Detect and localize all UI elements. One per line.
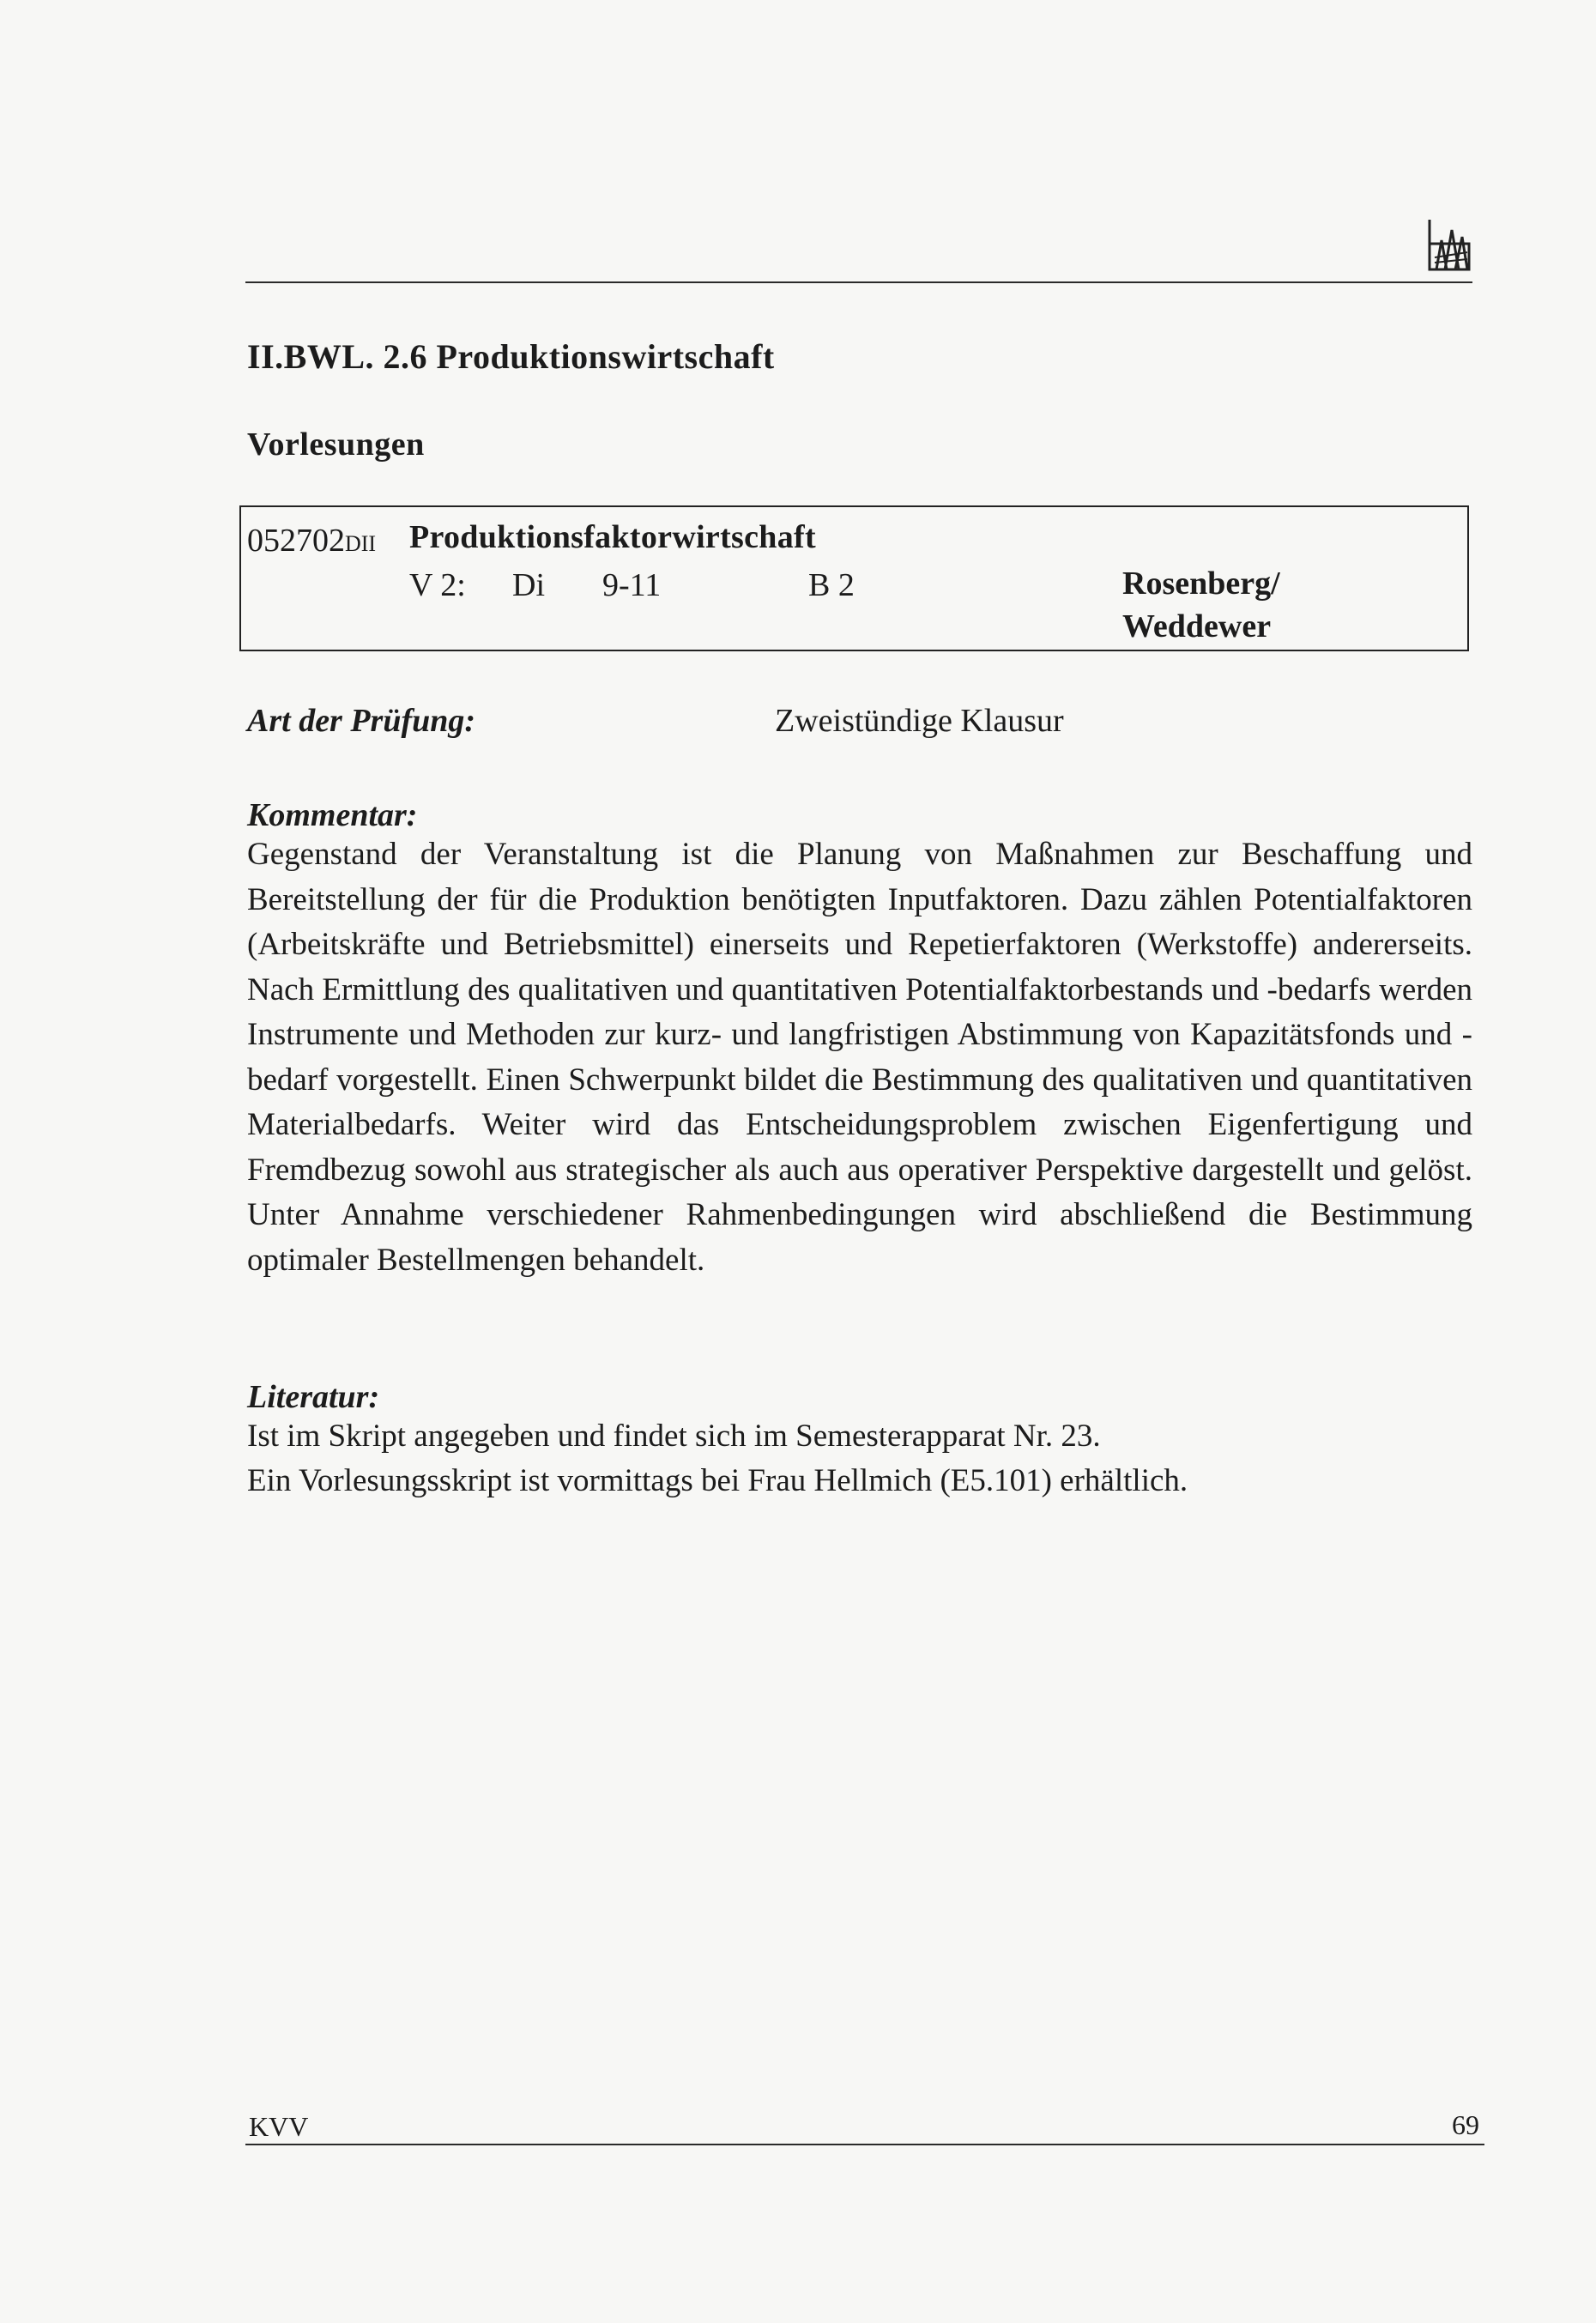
page-number: 69 <box>1452 2109 1479 2140</box>
lectures-heading: Vorlesungen <box>247 426 425 463</box>
section-title: II.BWL. 2.6 Produktionswirtschaft <box>247 337 775 376</box>
course-title: Produktionsfaktorwirtschaft <box>409 519 816 555</box>
exam-value: Zweistündige Klausur <box>775 703 1064 739</box>
exam-label: Art der Prüfung: <box>247 703 476 739</box>
course-number-suffix: DII <box>345 531 377 556</box>
university-logo-icon <box>1424 215 1474 275</box>
course-type: V 2: <box>409 567 466 603</box>
literature-line: Ein Vorlesungsskript ist vormittags bei Frau Hellmich (E5.101) erhältlich. <box>247 1463 1188 1498</box>
footer-label: KVV <box>249 2111 309 2142</box>
footer-rule <box>245 2144 1484 2145</box>
course-time: 9-11 <box>602 567 662 603</box>
comment-label: Kommentar: <box>247 797 418 833</box>
lecturer-name: Weddewer <box>1122 608 1272 644</box>
course-room: B 2 <box>808 567 855 603</box>
course-number-main: 052702 <box>247 523 345 559</box>
comment-text: Gegenstand der Veranstaltung ist die Planung von Maßnahmen zur Beschaffung und Bereitstellung der für die Produktion benötigten Inputfaktoren. Dazu zählen Potentialfaktoren (Arbeitskräfte und Betriebsmittel) einerseits und Repetierfaktoren (Werkstoffe) andererseits. Nach Ermittlung des qualitativen und quantitativen Potentialfaktorbestands und -bedarfs werden Instrumente und Methoden zur kurz- und langfristigen Abstimmung von Kapazitätsfonds und -bedarf vorgestellt. Einen Schwerpunkt bildet die Bestimmung des qualitativen und quantitativen Materialbedarfs. Weiter wird das Entscheidungsproblem zwischen Eigenfertigung und Fremdbezug sowohl aus strategischer als auch aus operativer Perspektive dargestellt und gelöst. Unter Annahme verschiedener Rahmenbedingungen wird abschließend die Bestimmung optimaler Bestellmengen behandelt. <box>247 837 1472 1278</box>
literature-label: Literatur: <box>247 1379 380 1415</box>
header-rule <box>245 281 1472 283</box>
literature-line: Ist im Skript angegeben und findet sich im Semesterapparat Nr. 23. <box>247 1419 1101 1454</box>
lecturer-name: Rosenberg/ <box>1122 566 1280 602</box>
course-day: Di <box>512 567 545 603</box>
course-number <box>247 522 376 560</box>
